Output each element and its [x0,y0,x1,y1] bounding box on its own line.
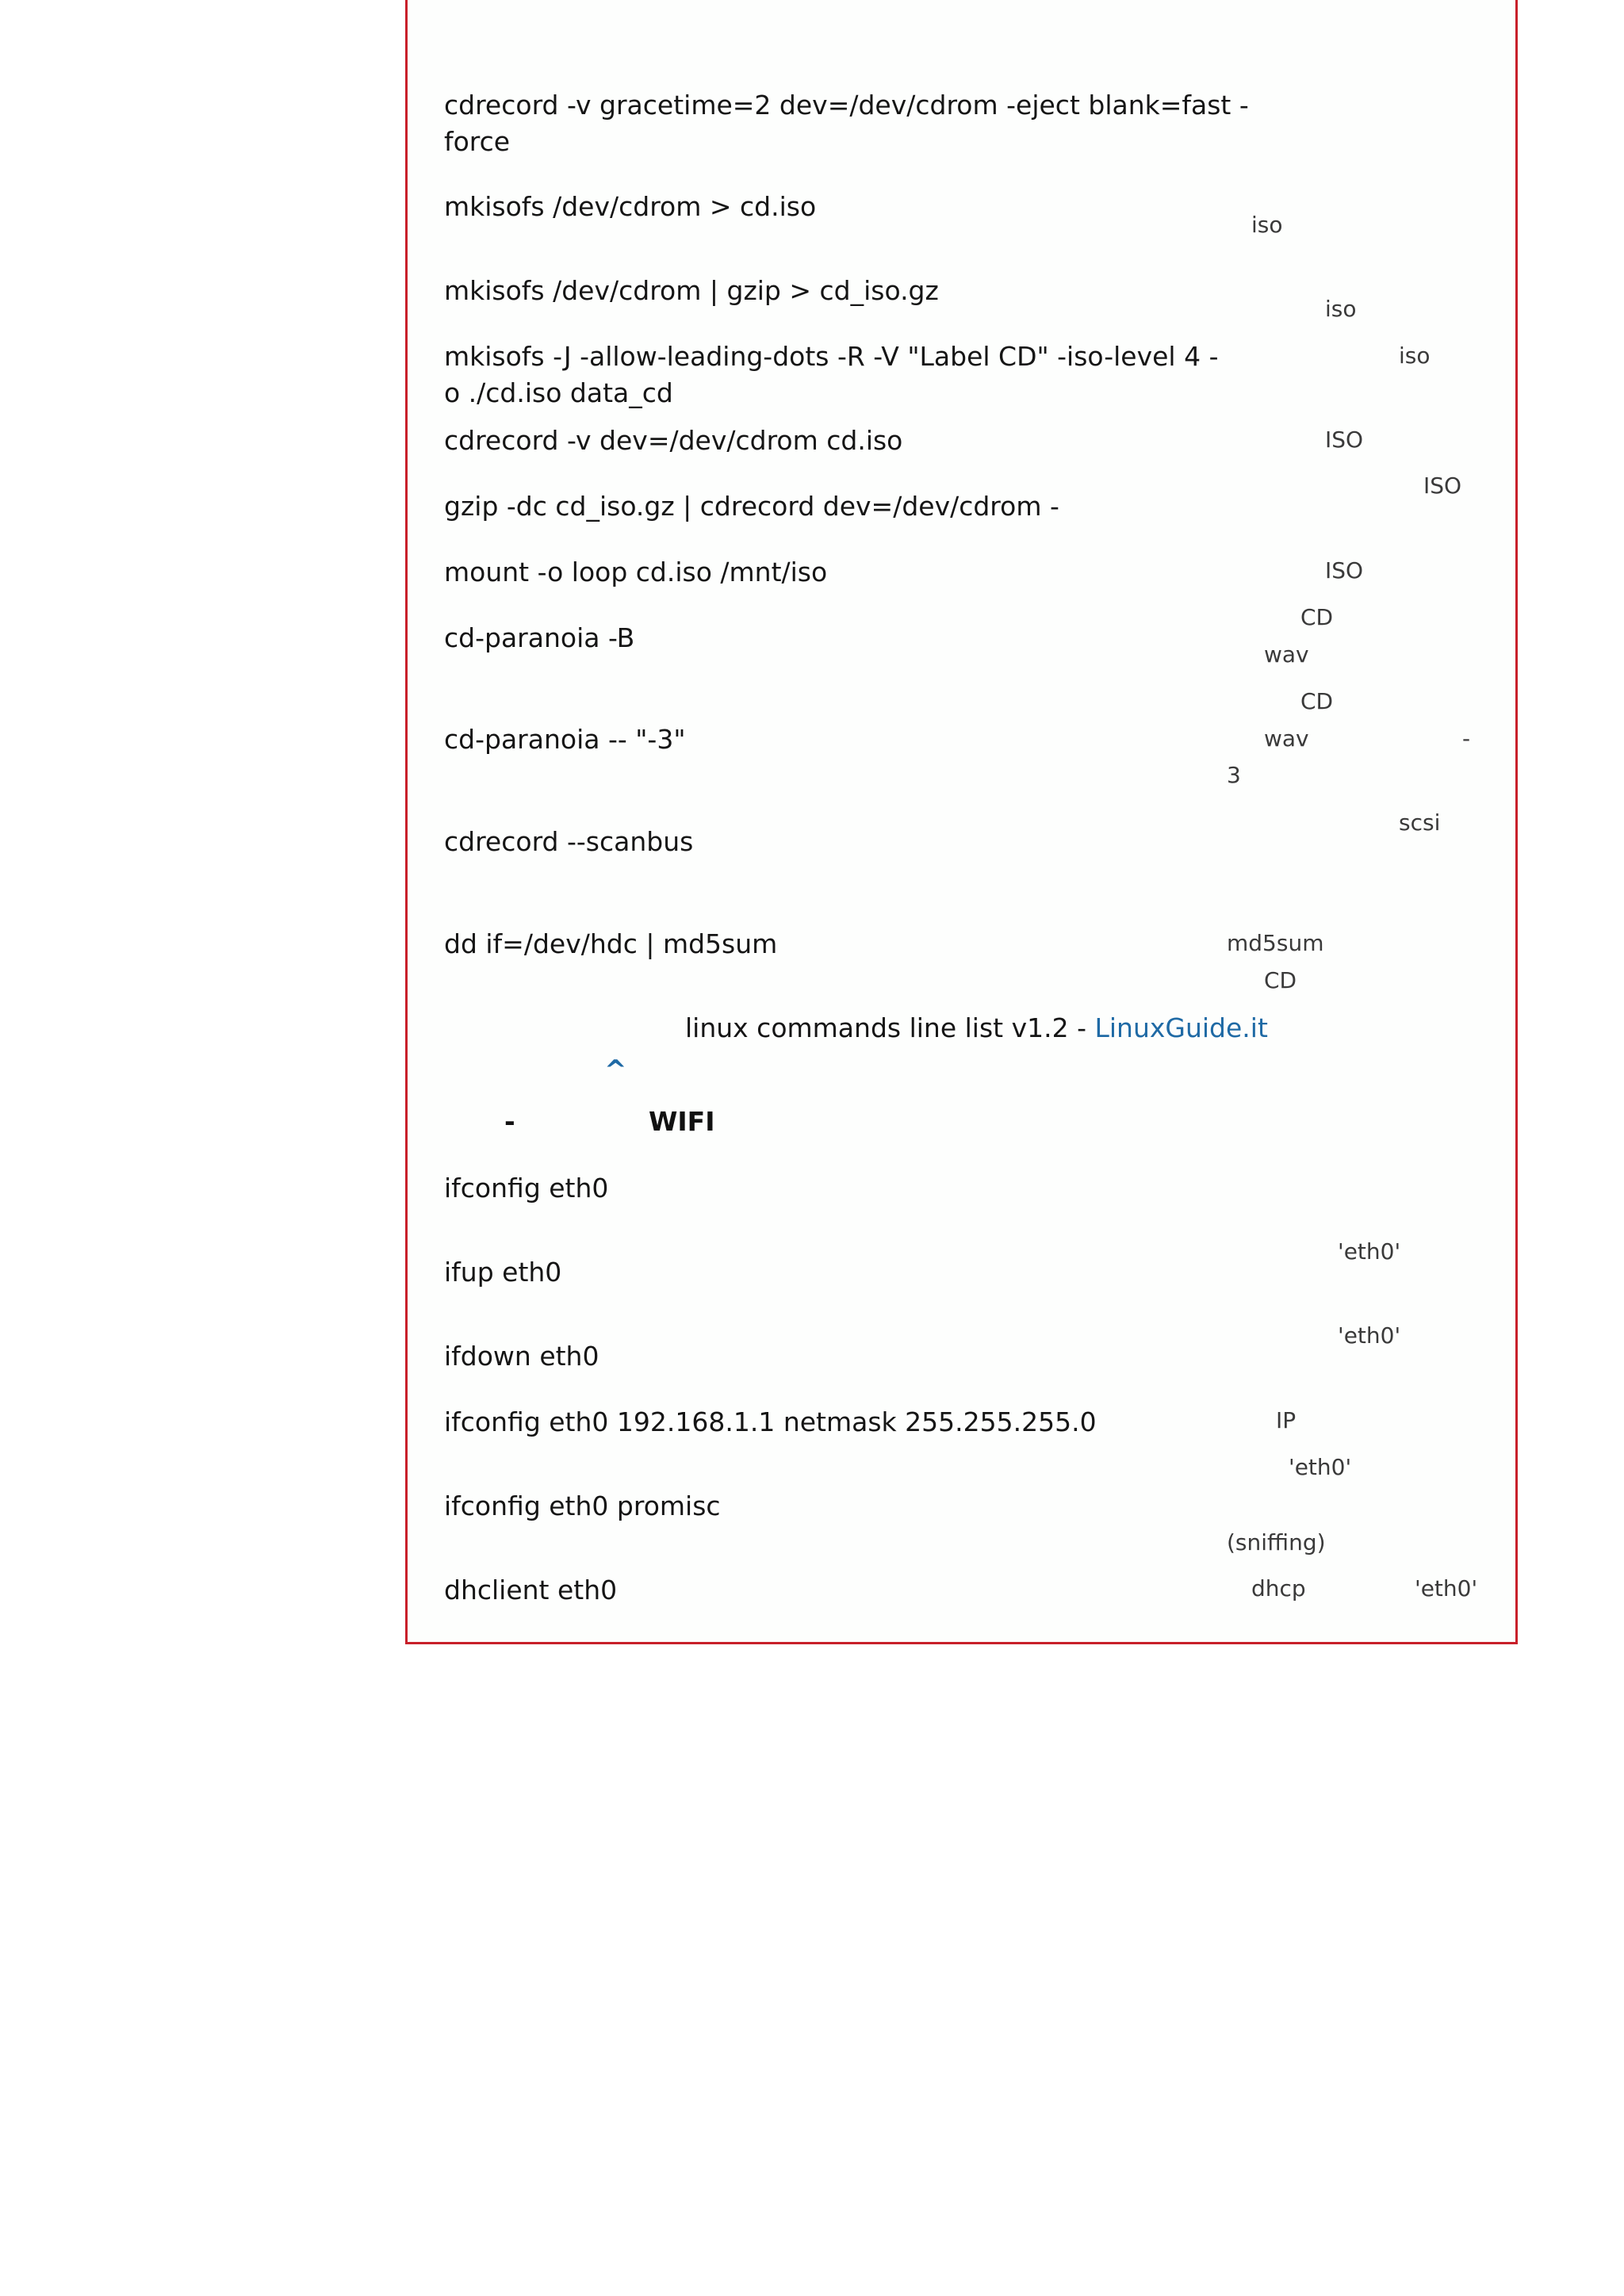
command-mkisofs-label-cont: o ./cd.iso data_cd [444,377,673,408]
description-ifconfig-promisc-sniffing: (sniffing) [1227,1529,1326,1556]
command-gzip-cdrecord: gzip -dc cd_iso.gz | cdrecord dev=/dev/cdrom - [444,491,1059,522]
description-ifconfig-promisc-iface: 'eth0' [1289,1454,1352,1480]
section-footer [685,1010,1268,1047]
description-cd-paranoia-track-dash: - [1462,725,1471,752]
description-cd-paranoia-track-wav: wav [1264,725,1309,752]
description-cdrecord-iso: ISO [1325,427,1364,453]
command-ifup-eth0: ifup eth0 [444,1257,562,1288]
command-mkisofs-iso: mkisofs /dev/cdrom > cd.iso [444,191,817,222]
description-cd-paranoia-b-wav: wav [1264,641,1309,668]
command-cd-paranoia-b: cd-paranoia -B [444,622,635,653]
command-ifconfig-ip: ifconfig eth0 192.168.1.1 netmask 255.255.255.0 [444,1406,1097,1437]
description-dd-md5sum-cd: CD [1264,967,1297,993]
description-cdrecord-scanbus: scsi [1399,809,1441,836]
description-cd-paranoia-track-cd: CD [1300,688,1334,714]
command-cdrecord-iso: cdrecord -v dev=/dev/cdrom cd.iso [444,425,903,456]
command-mkisofs-label: mkisofs -J -allow-leading-dots -R -V "Label CD" -iso-level 4 - [444,341,1219,372]
command-mkisofs-gzip: mkisofs /dev/cdrom | gzip > cd_iso.gz [444,275,939,306]
description-gzip-cdrecord: ISO [1423,473,1462,499]
command-mount-loop: mount -o loop cd.iso /mnt/iso [444,557,828,587]
command-dd-md5sum: dd if=/dev/hdc | md5sum [444,928,778,959]
description-dhclient-dhcp: dhcp [1251,1575,1306,1601]
description-dhclient-iface: 'eth0' [1415,1575,1478,1601]
description-ifdown-eth0: 'eth0' [1338,1322,1401,1349]
command-ifconfig-eth0: ifconfig eth0 [444,1173,609,1203]
content-frame [405,0,1518,1644]
command-dhclient-eth0: dhclient eth0 [444,1575,618,1605]
linuxguide-link[interactable]: LinuxGuide.it [1094,1012,1268,1043]
description-cd-paranoia-b-cd: CD [1300,604,1334,630]
back-to-top-link[interactable]: ^ [604,1054,627,1086]
description-mkisofs-iso: iso [1251,212,1283,238]
description-cd-paranoia-track-number: 3 [1227,762,1241,788]
description-mkisofs-label: iso [1399,342,1431,369]
command-cdrecord-blank-cont: force [444,126,511,157]
section-title-wifi: WIFI [649,1106,715,1137]
command-cdrecord-blank: cdrecord -v gracetime=2 dev=/dev/cdrom -eject blank=fast - [444,90,1249,121]
command-cd-paranoia-track: cd-paranoia -- "-3" [444,724,686,755]
command-ifdown-eth0: ifdown eth0 [444,1341,599,1372]
description-mount-loop: ISO [1325,557,1364,584]
description-mkisofs-gzip: iso [1325,296,1357,322]
command-cdrecord-scanbus: cdrecord --scanbus [444,826,694,857]
section-dash: - [504,1106,515,1137]
command-ifconfig-promisc: ifconfig eth0 promisc [444,1490,721,1521]
footer-text: linux commands line list v1.2 - [685,1012,1095,1043]
description-dd-md5sum-tool: md5sum [1227,930,1324,956]
description-ifconfig-ip: IP [1276,1407,1297,1433]
description-ifup-eth0: 'eth0' [1338,1238,1401,1265]
